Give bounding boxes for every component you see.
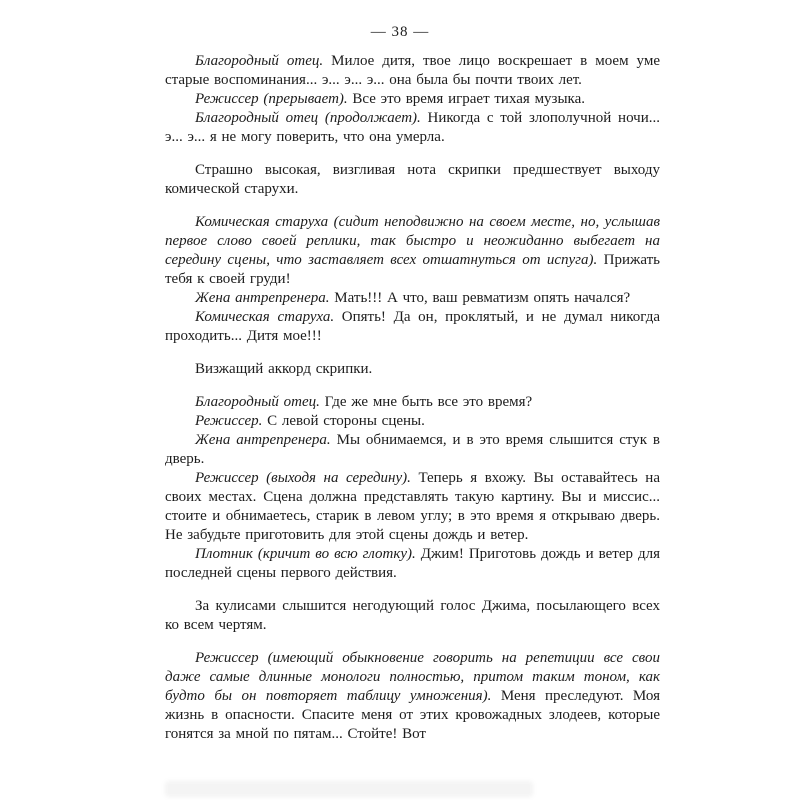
scan-artifact-shadow bbox=[165, 781, 533, 797]
dialogue-paragraph bbox=[165, 109, 660, 147]
speaker-name: Режиссер (прерывает). bbox=[195, 91, 353, 107]
speech-text: Опять! Да он, проклятый, и не думал никогда проходить... Дитя мое!!! bbox=[165, 309, 660, 344]
dialogue-paragraph bbox=[165, 308, 660, 346]
speaker-name: Комическая старуха. bbox=[195, 309, 342, 325]
stage-direction bbox=[165, 360, 660, 379]
speech-text: Теперь я вхожу. Вы оставайтесь на своих местах. Сцена должна представлять такую картину. Вы и миссис... стоите и обнимаетесь, старик в левом углу; в это время я открываю дверь. Не забудьте приготовить для этой сцены дождь и ветер. bbox=[165, 470, 660, 543]
dialogue-paragraph bbox=[165, 469, 660, 545]
speech-text: Никогда с той злополучной ночи... э... э... я не могу поверить, что она умерла. bbox=[165, 110, 660, 145]
dialogue-paragraph bbox=[165, 90, 660, 109]
speech-text: Меня преследуют. Моя жизнь в опасности. Спасите меня от этих кровожадных злодеев, которые гонятся за мной по пятам... Стойте! Вот bbox=[165, 688, 661, 742]
speaker-name: Режиссер (выходя на середину). bbox=[195, 470, 419, 486]
speech-text: Мы обнимаемся, и в это время слышится стук в дверь. bbox=[165, 432, 661, 467]
speech-text: Мать!!! А что, ваш ревматизм опять начался? bbox=[334, 290, 631, 306]
speaker-name: Комическая старуха (сидит неподвижно на своем месте, но, услышав первое слово своей реплики, так быстро и неожиданно выбегает на середину сцены, что заставляет всех отшатнуться от испуга). bbox=[165, 214, 660, 268]
dialogue-paragraph bbox=[165, 431, 660, 469]
dialogue-paragraph bbox=[165, 52, 660, 90]
page-number: — 38 — bbox=[370, 24, 430, 40]
speaker-name: Благородный отец. bbox=[195, 394, 325, 410]
speaker-name: Жена антрепренера. bbox=[195, 432, 337, 448]
speech-text: Прижать тебя к своей груди! bbox=[165, 252, 660, 287]
speaker-name: Благородный отец. bbox=[195, 53, 332, 69]
speaker-name: Жена антрепренера. bbox=[195, 290, 335, 306]
dialogue-paragraph bbox=[165, 393, 660, 412]
dialogue-paragraph bbox=[165, 289, 660, 308]
speech-text: Где же мне быть все это время? bbox=[324, 394, 533, 410]
speech-text: Все это время играет тихая музыка. bbox=[352, 91, 586, 107]
dialogue-paragraph bbox=[165, 412, 660, 431]
dialogue-paragraph bbox=[165, 649, 660, 744]
direction-text: За кулисами слышится негодующий голос Джима, посылающего всех ко всем чертям. bbox=[165, 598, 660, 633]
speaker-name: Режиссер (имеющий обыкновение говорить на репетиции все свои даже самые длинные монологи полностью, притом таким тоном, как будто бы он повторяет таблицу умножения). bbox=[165, 650, 660, 704]
direction-text: Страшно высокая, визгливая нота скрипки предшествует выходу комической старухи. bbox=[165, 162, 660, 197]
speech-text: Милое дитя, твое лицо воскрешает в моем уме старые воспоминания... э... э... э... она была бы почти твоих лет. bbox=[165, 53, 661, 88]
speech-text: С левой стороны сцены. bbox=[267, 413, 425, 429]
speaker-name: Режиссер. bbox=[195, 413, 268, 429]
stage-direction bbox=[165, 597, 660, 635]
speaker-name: Благородный отец (продолжает). bbox=[195, 110, 428, 126]
speech-text: Джим! Приготовь дождь и ветер для последней сцены первого действия. bbox=[165, 546, 660, 581]
speaker-name: Плотник (кричит во всю глотку). bbox=[195, 546, 421, 562]
direction-text: Визжащий аккорд скрипки. bbox=[195, 361, 373, 377]
text-block bbox=[165, 52, 660, 744]
dialogue-paragraph bbox=[165, 213, 660, 289]
stage-direction bbox=[165, 161, 660, 199]
dialogue-paragraph bbox=[165, 545, 660, 583]
